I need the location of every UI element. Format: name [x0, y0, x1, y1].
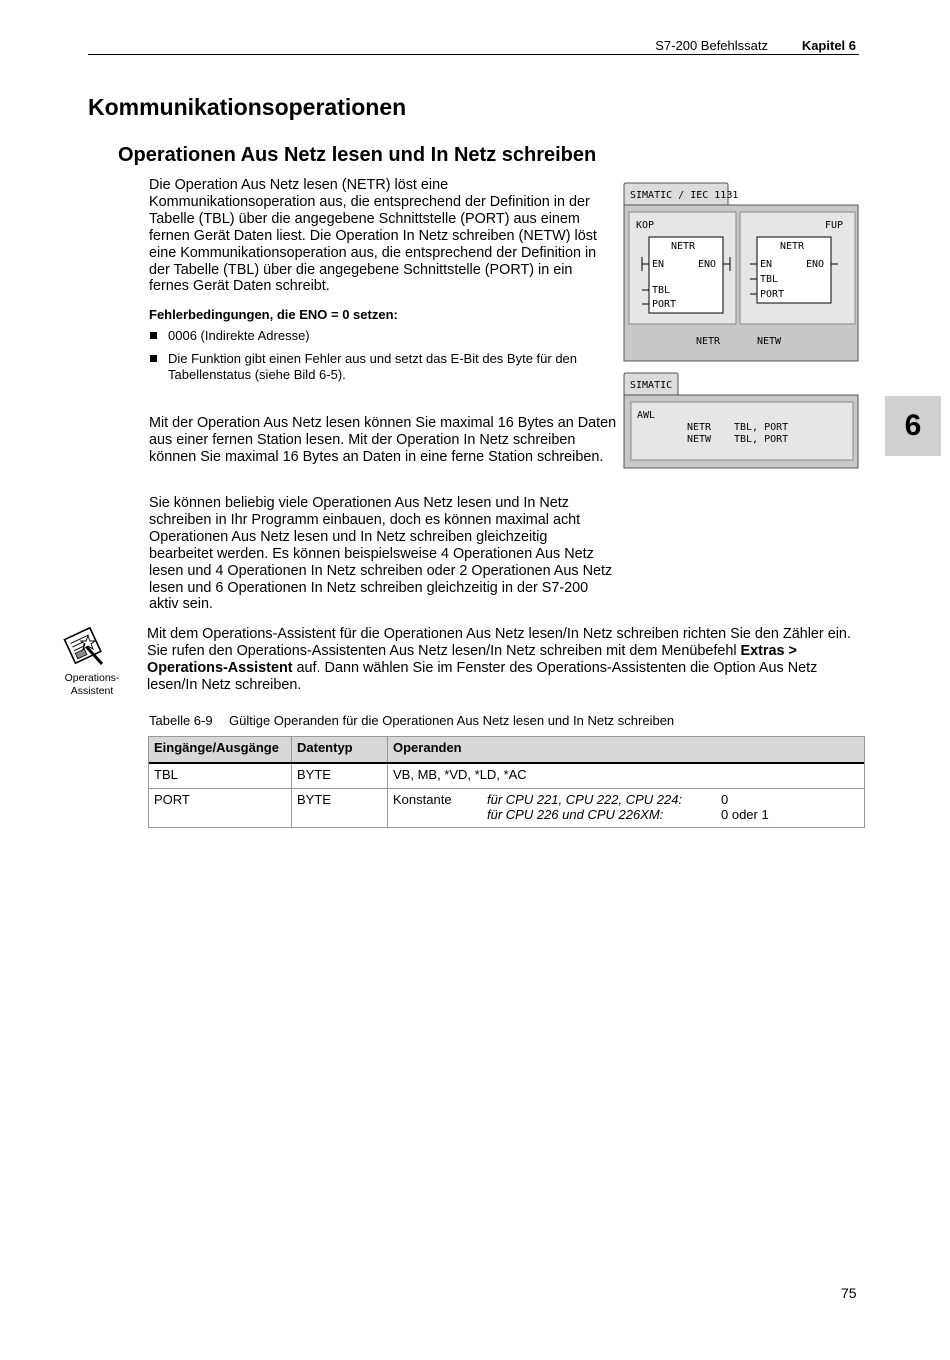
- menu-path: Extras > Operations-Assistent: [147, 643, 797, 676]
- footer-netr: NETR: [696, 336, 721, 347]
- box2-name: NETR: [780, 241, 805, 252]
- simatic-iec-tab: SIMATIC / IEC 1131: [630, 190, 739, 201]
- awl-netr-args: TBL, PORT: [734, 422, 789, 433]
- wizard-text: auf. Dann wählen Sie im Fenster des Operations-Assistenten die Option Aus Netz lesen/In Netz schreiben.: [147, 660, 818, 693]
- cpu-group: für CPU 221, CPU 222, CPU 224:: [487, 792, 683, 807]
- box1-eno: ENO: [698, 259, 717, 270]
- error-item: [150, 351, 600, 382]
- table-row: [149, 764, 864, 789]
- constant-label: Konstante: [393, 792, 452, 807]
- cell-io: TBL: [149, 764, 292, 788]
- section-title: Kommunikationsoperationen: [88, 94, 407, 120]
- wizard-label-line: Operations-: [64, 672, 120, 684]
- fup-label: FUP: [825, 220, 844, 231]
- header-rule: [88, 54, 859, 55]
- bullet-square-icon: [150, 355, 157, 362]
- running-header-left: S7-200 Befehlssatz: [655, 38, 768, 53]
- box2-tbl: TBL: [760, 274, 779, 285]
- cpu-group: für CPU 226 und CPU 226XM:: [487, 807, 664, 822]
- max-bytes-paragraph: Mit der Operation Aus Netz lesen können Sie maximal 16 Bytes an Daten aus einer fernen Station lesen. Mit der Operation In Netz schreiben können Sie maximal 16 Bytes an Daten in eine ferne Station schreiben.: [149, 415, 617, 465]
- footer-netw: NETW: [757, 336, 782, 347]
- error-conditions-title: Fehlerbedingungen, die ENO = 0 setzen:: [149, 307, 398, 322]
- table-header-row: [149, 737, 864, 764]
- box2-en: EN: [760, 259, 773, 270]
- box2-eno: ENO: [806, 259, 825, 270]
- kop-label: KOP: [636, 220, 655, 231]
- port-value: 0 oder 1: [721, 807, 769, 822]
- simatic-awl-diagram: [622, 371, 860, 471]
- wizard-label-line: Assistent: [70, 684, 114, 697]
- running-header-chapter: Kapitel 6: [801, 38, 856, 53]
- port-value: 0: [721, 792, 729, 807]
- operands-table: [148, 736, 865, 828]
- awl-netw-args: TBL, PORT: [734, 434, 789, 445]
- awl-label: AWL: [637, 410, 656, 421]
- intro-paragraph: Die Operation Aus Netz lesen (NETR) löst eine Kommunikationsoperation aus, die entsprechend der Definition in der Tabelle (TBL) über die angegebene Schnittstelle (PORT) aus einem fernen Gerät Daten liest. Die Operation In Netz schreiben (NETW) löst eine Kommunikationsoperation aus, die entsprechend der Definition in der Tabelle (TBL) über die angegebene Schnittstelle (PORT) in ein fernes Gerät Daten schreibt.: [149, 177, 597, 295]
- wizard-icon-label: [56, 672, 128, 697]
- chapter-tab: 6: [885, 396, 941, 456]
- cpu-line: [487, 807, 859, 822]
- header-type: Datentyp: [292, 737, 388, 762]
- box2-port: PORT: [760, 289, 785, 300]
- concurrency-paragraph: Sie können beliebig viele Operationen Aus Netz lesen und In Netz schreiben in Ihr Programm einbauen, doch es können maximal acht Operationen Aus Netz lesen und In Netz schreiben gleichzeitig bearbeitet werden. Es können beispielsweise 4 Operationen Aus Netz lesen und 4 Operationen In Netz schreiben oder 2 Operationen Aus Netz lesen und 6 Operationen In Netz schreiben gleichzeitig in der S7-200 aktiv sein.: [149, 495, 613, 613]
- header-io: Eingänge/Ausgänge: [149, 737, 292, 762]
- error-item-text: Die Funktion gibt einen Fehler aus und setzt das E-Bit des Byte für den Tabellenstatus (siehe Bild 6-5).: [168, 351, 578, 382]
- awl-netw-op: NETW: [687, 434, 712, 445]
- error-item-text: 0006 (Indirekte Adresse): [168, 328, 310, 343]
- simatic-iec-diagram: [622, 181, 860, 363]
- cell-type: BYTE: [292, 789, 388, 827]
- cell-io: PORT: [149, 789, 292, 827]
- box1-tbl: TBL: [652, 285, 671, 296]
- table-caption-text: Gültige Operanden für die Operationen Aus Netz lesen und In Netz schreiben: [229, 713, 675, 728]
- simatic-awl-tab: SIMATIC: [630, 380, 673, 391]
- cell-type: BYTE: [292, 764, 388, 788]
- wizard-paragraph: [147, 626, 857, 694]
- table-row: [149, 789, 864, 827]
- box1-name: NETR: [671, 241, 696, 252]
- wizard-text: Mit dem Operations-Assistent für die Operationen Aus Netz lesen/In Netz schreiben richten Sie den Zähler ein. Sie rufen den Operations-Assistenten Aus Netz lesen/In Netz schreiben mit dem Menübefehl: [147, 626, 851, 659]
- table-caption: [149, 713, 674, 728]
- cell-operands: VB, MB, *VD, *LD, *AC: [393, 767, 527, 782]
- bullet-square-icon: [150, 332, 157, 339]
- subsection-title: Operationen Aus Netz lesen und In Netz schreiben: [118, 144, 597, 166]
- table-number: Tabelle 6-9: [149, 713, 213, 728]
- operations-wizard-icon: [60, 622, 108, 670]
- error-item: [150, 328, 600, 344]
- awl-netr-op: NETR: [687, 422, 712, 433]
- page-number: 75: [841, 1285, 857, 1301]
- cell-operands: [388, 789, 864, 827]
- header-operands: Operanden: [393, 740, 462, 755]
- box1-en: EN: [652, 259, 665, 270]
- box1-port: PORT: [652, 299, 677, 310]
